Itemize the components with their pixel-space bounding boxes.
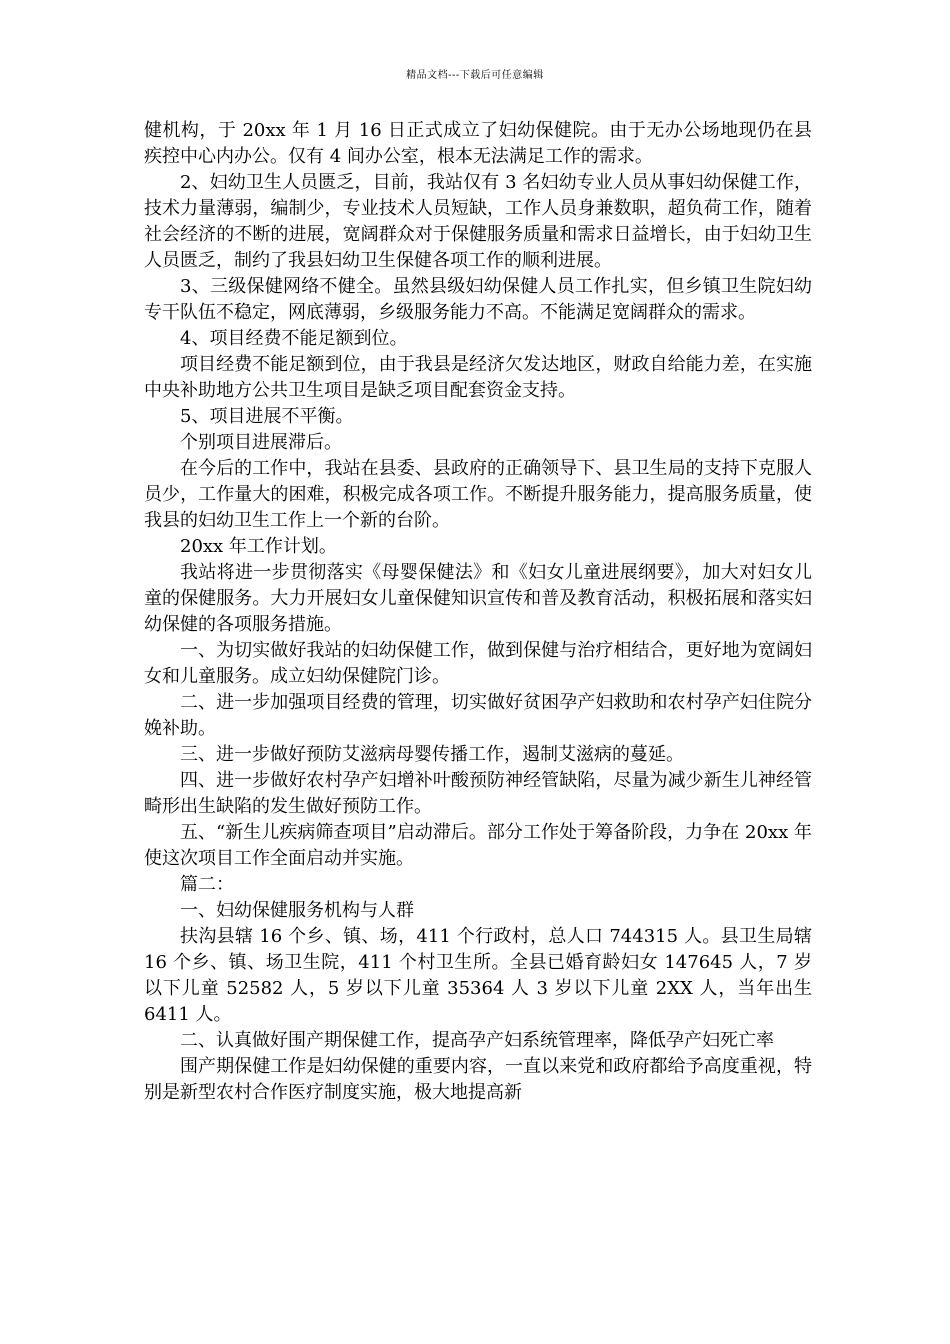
paragraph: 2、妇幼卫生人员匮乏，目前，我站仅有 3 名妇幼专业人员从事妇幼保健工作，技术力量薄弱，编制少，专业技术人员短缺，工作人员身兼数职，超负荷工作，随着社会经济的不断的进展，宽阔群众对于保健服务质量和需求日益增长，由于妇幼卫生人员匮乏，制约了我县妇幼卫生保健各项工作的顺利进展。 bbox=[144, 172, 812, 271]
paragraph: 扶沟县辖 16 个乡、镇、场，411 个行政村，总人口 744315 人。县卫生局辖 16 个乡、镇、场卫生院，411 个村卫生所。全县已婚育龄妇女 147645 人，7 岁以下儿童 52582 人，5 岁以下儿童 35364 人 3 岁以下儿童 2XX 人，当年出生 6411 人。 bbox=[144, 926, 813, 1025]
paragraph: 5、项目进展不平衡。 bbox=[180, 406, 354, 427]
paragraph: 4、项目经费不能足额到位。 bbox=[180, 328, 408, 349]
paragraph: 3、三级保健网络不健全。虽然县级妇幼保健人员工作扎实，但乡镇卫生院妇幼专干队伍不稳定，网底薄弱，乡级服务能力不高。不能满足宽阔群众的需求。 bbox=[144, 276, 812, 323]
paragraph: 二、进一步加强项目经费的管理，切实做好贫困孕产妇救助和农村孕产妇住院分娩补助。 bbox=[144, 692, 812, 739]
paragraph: 个别项目进展滞后。 bbox=[180, 432, 342, 453]
paragraph: 项目经费不能足额到位，由于我县是经济欠发达地区，财政自给能力差，在实施中央补助地方公共卫生项目是缺乏项目配套资金支持。 bbox=[144, 354, 812, 401]
paragraph: 五、“新生儿疾病筛查项目”启动滞后。部分工作处于筹备阶段，力争在 20xx 年使这次项目工作全面启动并实施。 bbox=[144, 822, 812, 869]
paragraph: 在今后的工作中，我站在县委、县政府的正确领导下、县卫生局的支持下克服人员少，工作量大的困难，积极完成各项工作。不断提升服务能力，提高服务质量，使我县的妇幼卫生工作上一个新的台阶。 bbox=[144, 458, 812, 531]
paragraph: 一、妇幼保健服务机构与人群 bbox=[180, 900, 414, 921]
paragraph: 我站将进一步贯彻落实《母婴保健法》和《妇女儿童进展纲要》，加大对妇女儿童的保健服务。大力开展妇女儿童保健知识宣传和普及教育活动，积极拓展和落实妇幼保健的各项服务措施。 bbox=[144, 562, 812, 635]
paragraph: 四、进一步做好农村孕产妇增补叶酸预防神经管缺陷，尽量为减少新生儿神经管畸形出生缺陷的发生做好预防工作。 bbox=[144, 770, 812, 817]
paragraph: 健机构，于 20xx 年 1 月 16 日正式成立了妇幼保健院。由于无办公场地现仍在县疾控中心内办公。仅有 4 间办公室，根本无法满足工作的需求。 bbox=[144, 120, 812, 167]
page-header: 精品文档---下载后可任意编辑 bbox=[406, 70, 544, 81]
paragraph: 20xx 年工作计划。 bbox=[180, 536, 337, 557]
paragraph: 三、进一步做好预防艾滋病母婴传播工作，遏制艾滋病的蔓延。 bbox=[180, 744, 684, 765]
document-body bbox=[144, 118, 812, 1106]
paragraph: 篇二： bbox=[180, 874, 234, 895]
paragraph: 围产期保健工作是妇幼保健的重要内容，一直以来党和政府都给予高度重视，特别是新型农村合作医疗制度实施，极大地提高新 bbox=[144, 1056, 812, 1103]
paragraph: 二、认真做好围产期保健工作，提高孕产妇系统管理率，降低孕产妇死亡率 bbox=[180, 1030, 774, 1051]
paragraph: 一、为切实做好我站的妇幼保健工作，做到保健与治疗相结合，更好地为宽阔妇女和儿童服务。成立妇幼保健院门诊。 bbox=[144, 640, 812, 687]
